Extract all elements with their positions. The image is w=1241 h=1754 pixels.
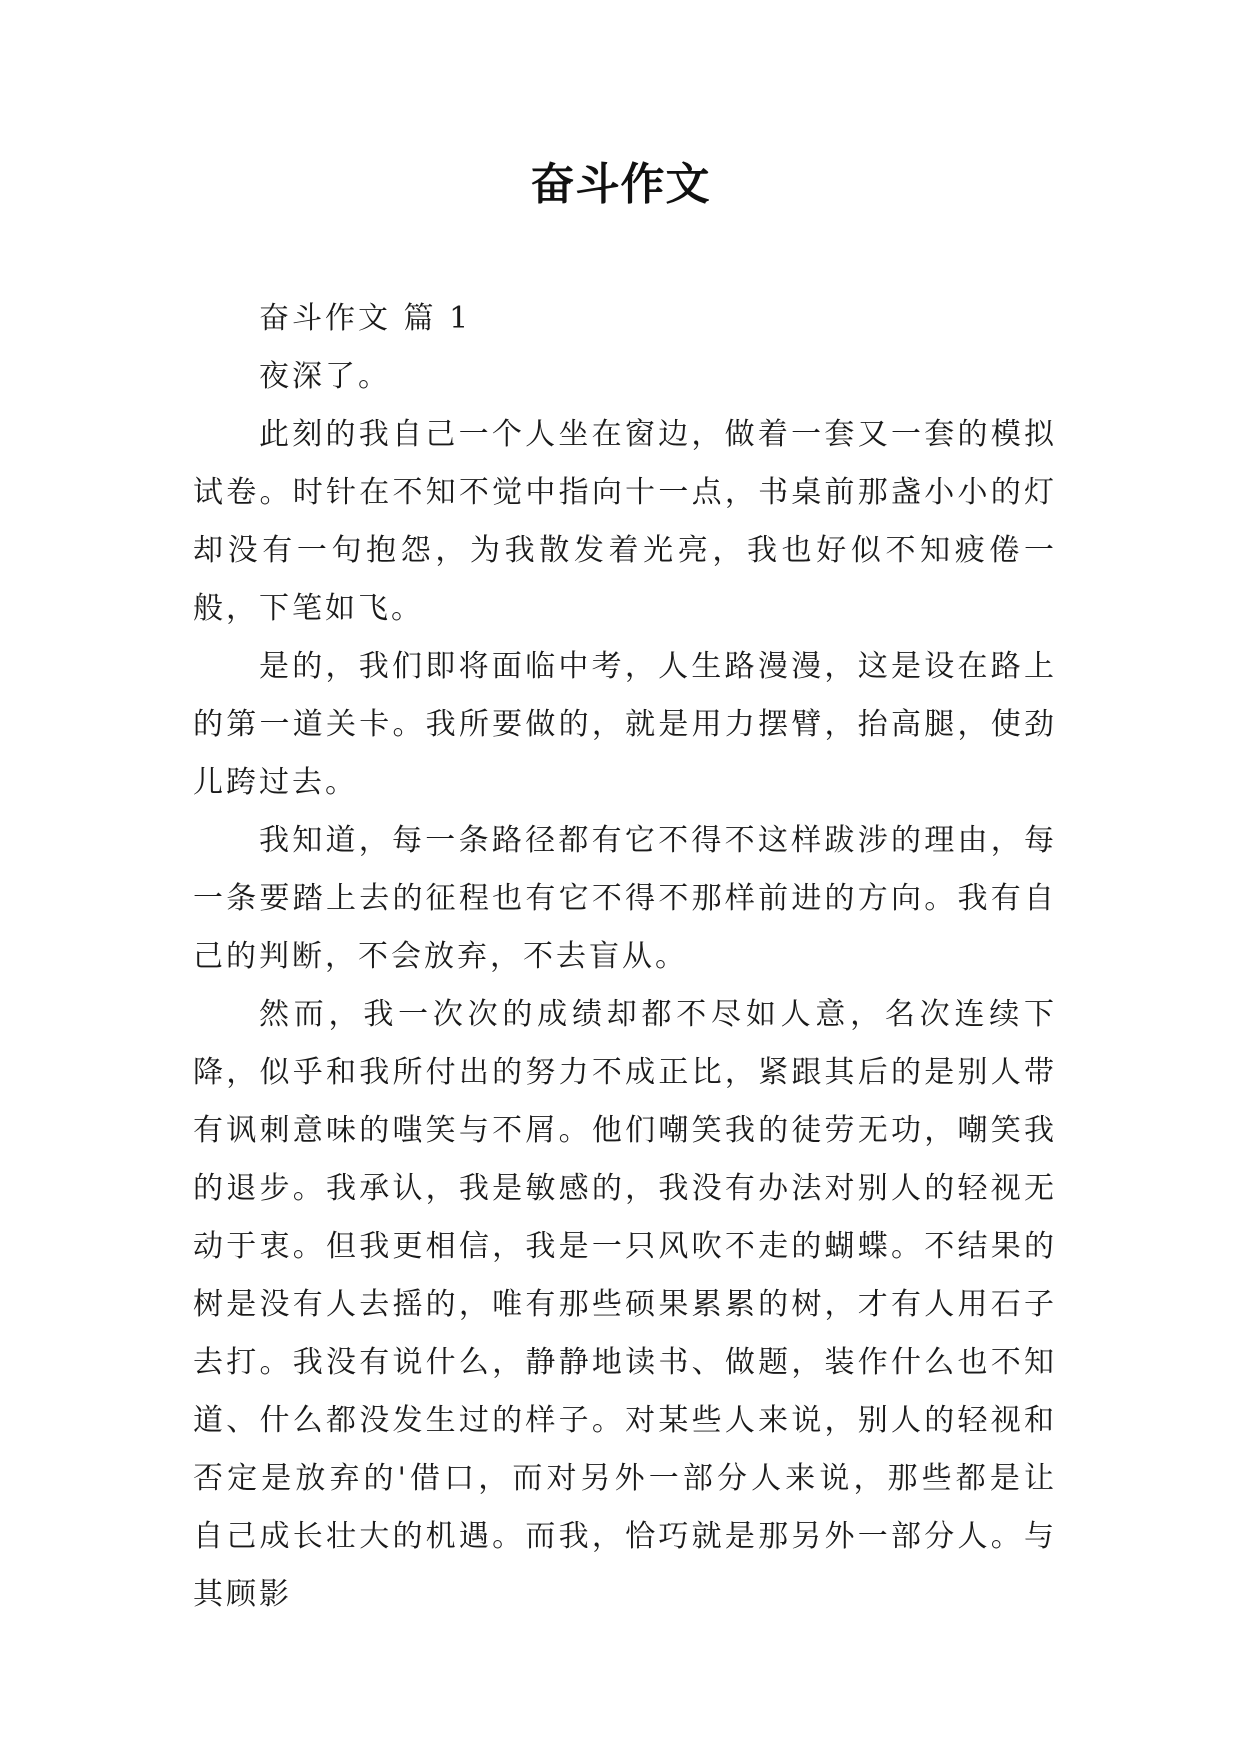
paragraph: 夜深了。: [259, 359, 391, 394]
paragraph: 此刻的我自己一个人坐在窗边，做着一套又一套的模拟试卷。时针在不知不觉中指向十一点，书桌前那盏小小的灯却没有一句抱怨，为我散发着光亮，我也好似不知疲倦一般，下笔如飞。: [193, 417, 1057, 626]
section-heading: 奋斗作文 篇 1: [259, 301, 472, 336]
document-title: 奋斗作文: [530, 159, 711, 210]
document-body: [193, 290, 1057, 1624]
paragraph: 我知道，每一条路径都有它不得不这样跋涉的理由，每一条要踏上去的征程也有它不得不那样前进的方向。我有自己的判断，不会放弃，不去盲从。: [193, 823, 1057, 974]
paragraph: 然而，我一次次的成绩却都不尽如人意，名次连续下降，似乎和我所付出的努力不成正比，紧跟其后的是别人带有讽刺意味的嗤笑与不屑。他们嘲笑我的徒劳无功，嘲笑我的退步。我承认，我是敏感的，我没有办法对别人的轻视无动于衷。但我更相信，我是一只风吹不走的蝴蝶。不结果的树是没有人去摇的，唯有那些硕果累累的树，才有人用石子去打。我没有说什么，静静地读书、做题，装作什么也不知道、什么都没发生过的样子。对某些人来说，别人的轻视和否定是放弃的'借口，而对另外一部分人来说，那些都是让自己成长壮大的机遇。而我，恰巧就是那另外一部分人。与其顾影: [193, 997, 1057, 1612]
paragraph: 是的，我们即将面临中考，人生路漫漫，这是设在路上的第一道关卡。我所要做的，就是用力摆臂，抬高腿，使劲儿跨过去。: [193, 649, 1057, 800]
